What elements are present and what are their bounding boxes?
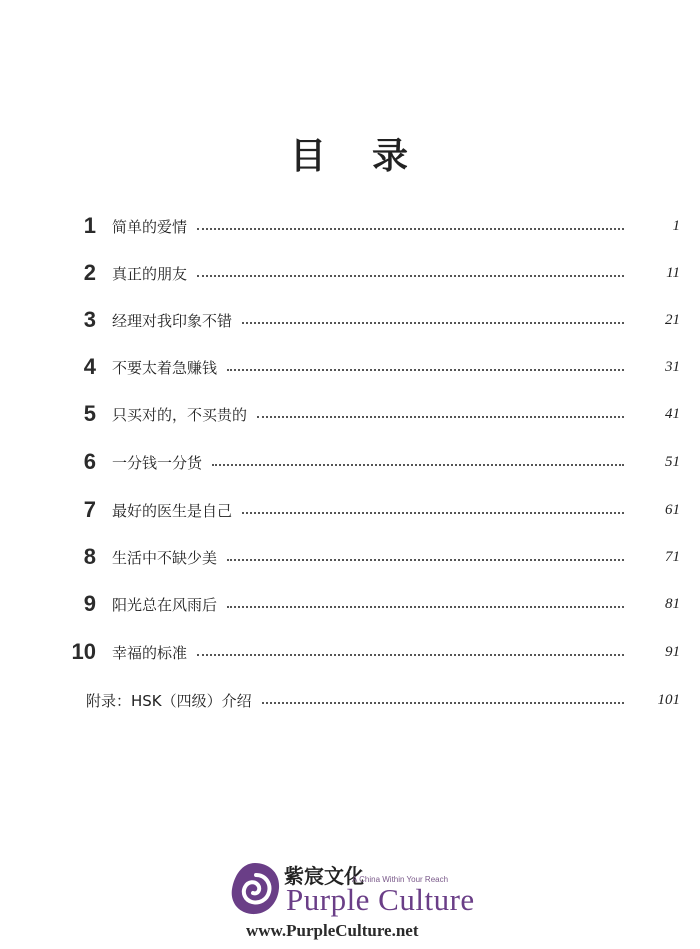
chapter-title: 只买对的，不买贵的 — [112, 405, 248, 424]
dot-leader — [262, 702, 624, 704]
chapter-number: 9 — [83, 591, 96, 616]
toc-entry[interactable] — [0, 255, 700, 291]
toc-entry[interactable] — [0, 396, 700, 432]
page-number: 81 — [665, 595, 680, 612]
title-char-1: 目 — [289, 136, 328, 177]
page-number: 31 — [665, 358, 680, 375]
toc-entry[interactable] — [0, 444, 700, 480]
chapter-title: 生活中不缺少美 — [112, 548, 218, 567]
chapter-number: 5 — [83, 401, 96, 426]
dot-leader — [197, 654, 624, 656]
chapter-title: 阳光总在风雨后 — [112, 595, 218, 614]
chapter-number: 8 — [83, 544, 96, 569]
dot-leader — [257, 416, 624, 418]
page-number: 11 — [666, 264, 680, 281]
page-number: 71 — [665, 548, 680, 565]
page-number: 1 — [672, 217, 680, 234]
chapter-number: 6 — [83, 449, 96, 474]
toc-entry[interactable] — [0, 586, 700, 622]
chapter-number: 1 — [83, 213, 96, 238]
chapter-number: 4 — [83, 354, 96, 379]
page-number: 61 — [665, 501, 680, 518]
page-title — [0, 128, 700, 179]
toc-entry[interactable] — [0, 302, 700, 338]
toc-entry[interactable] — [0, 634, 700, 670]
chapter-title: 真正的朋友 — [112, 264, 188, 283]
purple-swirl-icon — [228, 860, 282, 918]
logo-tagline: A China Within Your Reach — [352, 875, 449, 884]
toc-entry[interactable] — [0, 492, 700, 528]
toc-entry[interactable] — [0, 349, 700, 385]
chapter-number: 3 — [83, 307, 96, 332]
logo-chinese-name: 紫宸文化 — [284, 864, 364, 888]
dot-leader — [197, 228, 624, 230]
chapter-number: 2 — [83, 260, 96, 285]
chapter-number: 7 — [83, 497, 96, 522]
logo-english-name: Purple Culture — [286, 882, 475, 917]
page-number: 51 — [665, 453, 680, 470]
dot-leader — [227, 559, 624, 561]
chapter-title: 幸福的标准 — [112, 643, 188, 662]
dot-leader — [242, 512, 624, 514]
toc-entry[interactable] — [0, 539, 700, 575]
chapter-title: 简单的爱情 — [112, 217, 188, 236]
appendix-title: 附录：HSK（四级）介绍 — [86, 691, 252, 710]
chapter-title: 一分钱一分货 — [112, 453, 203, 472]
dot-leader — [242, 322, 624, 324]
toc-entry-appendix[interactable] — [0, 682, 700, 718]
title-char-2: 录 — [372, 136, 411, 177]
chapter-title: 不要太着急赚钱 — [112, 358, 218, 377]
dot-leader — [197, 275, 624, 277]
logo-url: www.PurpleCulture.net — [246, 921, 419, 940]
toc-entry[interactable] — [0, 208, 700, 244]
chapter-title: 经理对我印象不错 — [112, 311, 233, 330]
dot-leader — [212, 464, 624, 466]
dot-leader — [227, 369, 624, 371]
dot-leader — [227, 606, 624, 608]
page-number: 101 — [657, 691, 680, 708]
page-number: 91 — [665, 643, 680, 660]
page-number: 21 — [665, 311, 680, 328]
page-number: 41 — [665, 405, 680, 422]
chapter-number: 10 — [71, 639, 96, 664]
publisher-logo — [228, 858, 488, 944]
chapter-title: 最好的医生是自己 — [112, 501, 233, 520]
